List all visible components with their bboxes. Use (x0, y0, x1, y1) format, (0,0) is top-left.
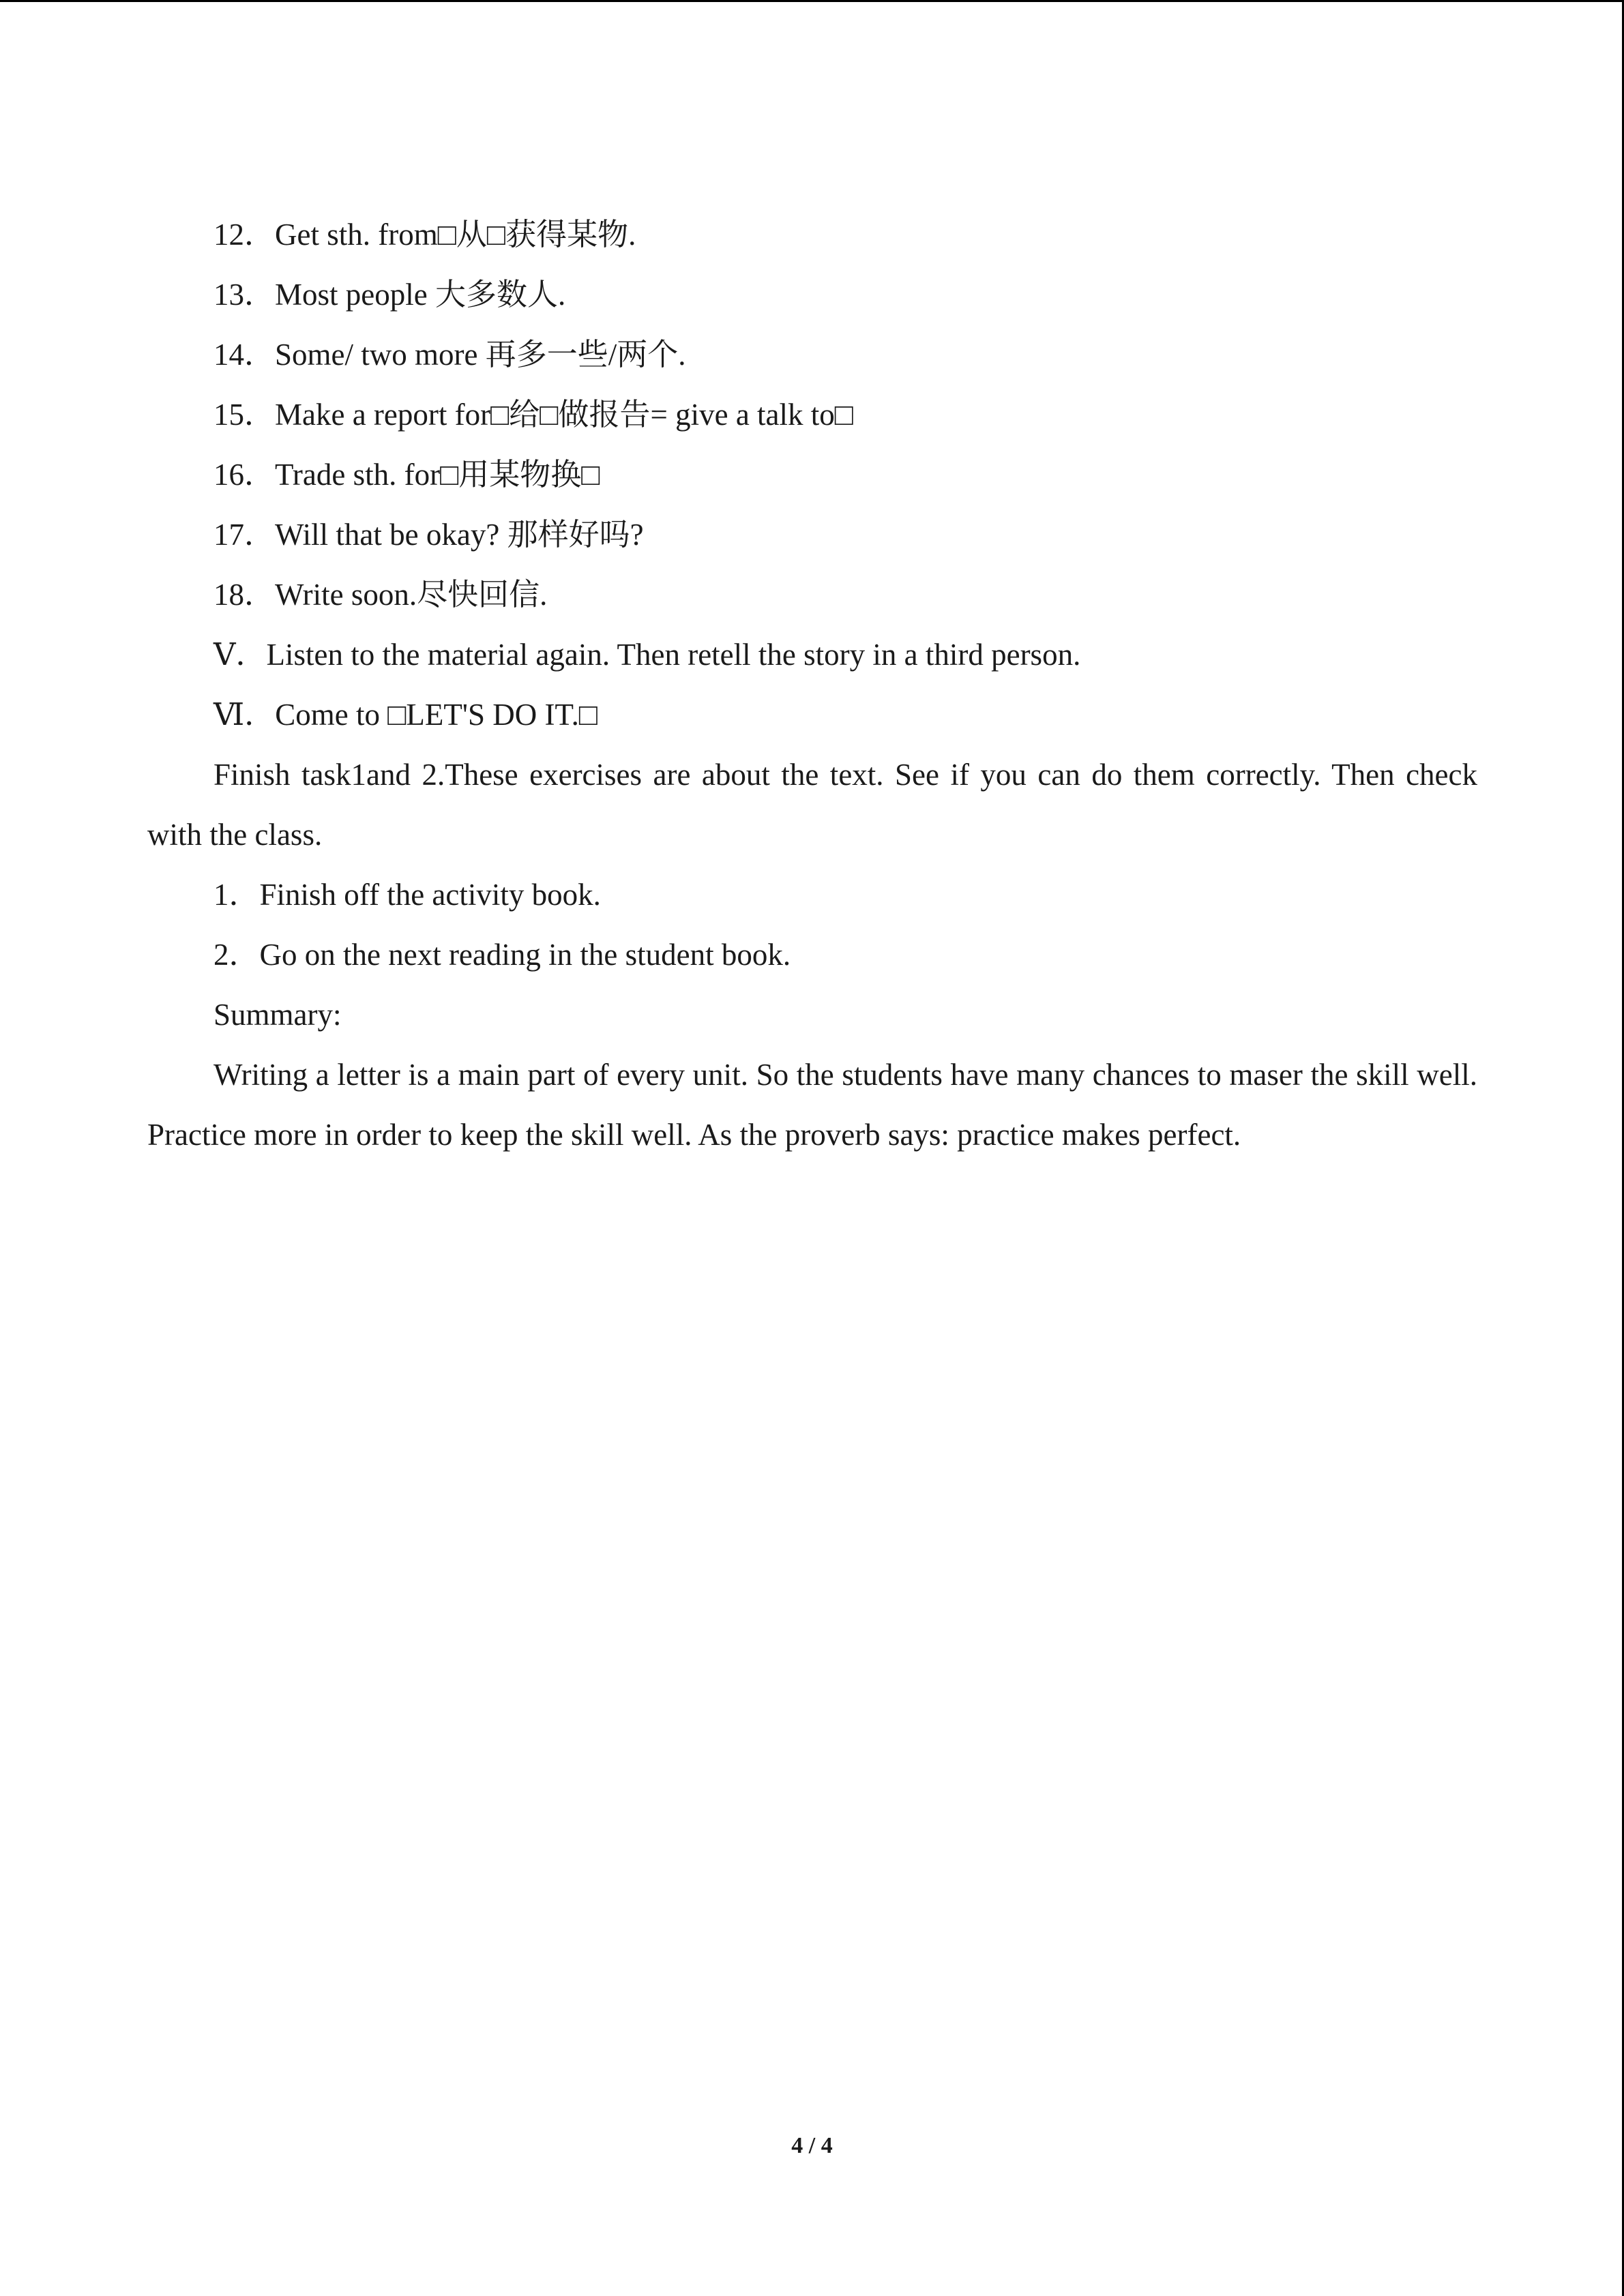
list-item: 16．Trade sth. for□用某物换□ (213, 458, 600, 492)
list-item: 13．Most people 大多数人. (213, 278, 566, 312)
summary-label: Summary: (213, 998, 342, 1032)
list-item: 17．Will that be okay? 那样好吗? (213, 518, 644, 552)
list-item: 15．Make a report for□给□做报告= give a talk to□ (213, 398, 853, 432)
document-body (147, 205, 1477, 1165)
task-paragraph: Finish task1and 2.These exercises are about the text. See if you can do them correctly. Then check with the class. (147, 758, 1477, 852)
section-heading-vi: Ⅵ．Come to □LET'S DO IT.□ (213, 698, 598, 732)
list-item: 14．Some/ two more 再多一些/两个. (213, 338, 686, 372)
list-item: 12．Get sth. from□从□获得某物. (213, 218, 636, 252)
homework-item: 1．Finish off the activity book. (213, 878, 601, 912)
page-number: 4 / 4 (791, 2133, 833, 2158)
top-border (0, 0, 1624, 2)
section-heading-v: Ⅴ．Listen to the material again. Then retell the story in a third person. (213, 638, 1081, 672)
list-item: 18．Write soon.尽快回信. (213, 578, 548, 612)
summary-paragraph: Writing a letter is a main part of every unit. So the students have many chances to maser the skill well. Practice more in order to keep the skill well. As the proverb says: practice makes perfect. (147, 1058, 1477, 1152)
homework-item: 2．Go on the next reading in the student book. (213, 938, 791, 972)
